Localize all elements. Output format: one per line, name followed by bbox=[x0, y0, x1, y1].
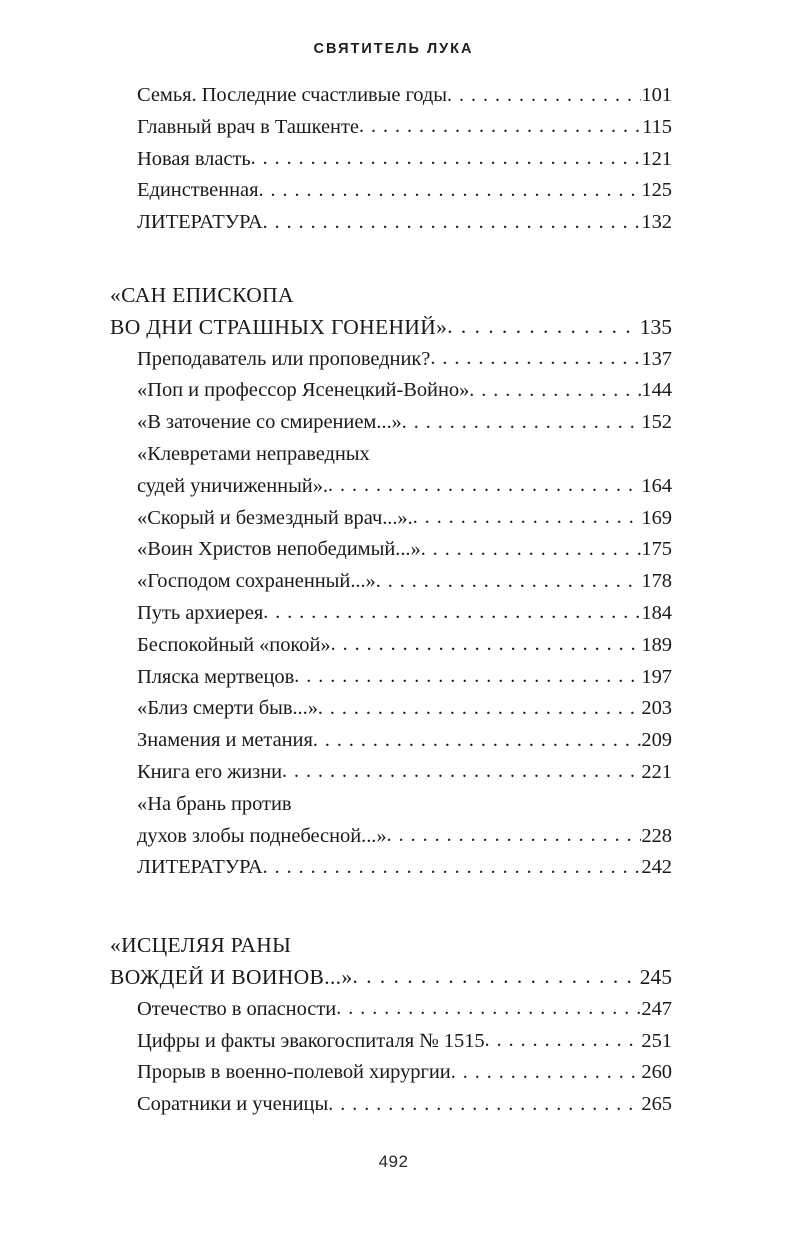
toc-entry-page-number: 121 bbox=[641, 147, 672, 170]
toc-entry-label: «Воин Христов непобедимый...» bbox=[137, 538, 421, 561]
toc-entry-label: судей уничиженный». bbox=[137, 474, 328, 497]
toc-entry-page-number: 152 bbox=[641, 411, 672, 434]
toc-entry-page-number: 242 bbox=[641, 856, 672, 879]
dot-leader bbox=[282, 756, 641, 788]
dot-leader bbox=[328, 470, 641, 502]
toc-entry-label: «Господом сохраненный...» bbox=[137, 570, 376, 593]
toc-entry[interactable] bbox=[137, 503, 672, 535]
toc-entry-page-number: 175 bbox=[641, 538, 672, 561]
toc-entry-page-number: 260 bbox=[641, 1061, 672, 1084]
toc-entry-page-number: 135 bbox=[639, 314, 672, 339]
toc-entry-page-number: 132 bbox=[641, 211, 672, 234]
dot-leader bbox=[263, 597, 641, 629]
toc-entry-page-number: 164 bbox=[641, 474, 672, 497]
dot-leader bbox=[469, 375, 641, 407]
toc-entry[interactable] bbox=[137, 662, 672, 694]
toc-entry-wrapped-line[interactable] bbox=[137, 439, 672, 471]
toc-entry-label: Соратники и ученицы bbox=[137, 1093, 329, 1116]
toc-entry-label: Книга его жизни bbox=[137, 760, 283, 783]
toc-entry-label: Преподаватель или проповедник? bbox=[137, 347, 431, 370]
toc-entry[interactable] bbox=[137, 1057, 672, 1089]
page-folio-number: 492 bbox=[378, 1152, 409, 1171]
toc-entry-page-number: 247 bbox=[641, 997, 672, 1020]
toc-entry[interactable] bbox=[137, 1026, 672, 1058]
dot-leader bbox=[451, 1057, 642, 1089]
toc-entry-page-number: 101 bbox=[641, 84, 672, 106]
toc-entry[interactable] bbox=[137, 407, 672, 439]
dot-leader bbox=[376, 566, 642, 598]
toc-entry[interactable] bbox=[137, 112, 672, 144]
toc-entry-label: Прорыв в военно-полевой хирургии bbox=[137, 1061, 451, 1084]
toc-part-heading-line[interactable] bbox=[110, 930, 672, 962]
toc-entry-page-number: 178 bbox=[641, 570, 672, 593]
toc-entry-page-number: 203 bbox=[641, 697, 672, 720]
toc-entry-label: ВОЖДЕЙ И ВОИНОВ...» bbox=[110, 964, 353, 989]
toc-entry-page-number: 221 bbox=[641, 760, 672, 783]
toc-entry-label: «Клевретами неправедных bbox=[137, 442, 370, 465]
toc-entry-page-number: 169 bbox=[641, 506, 672, 529]
dot-leader bbox=[258, 175, 641, 207]
toc-entry[interactable] bbox=[137, 375, 672, 407]
toc-entry-label: «ИСЦЕЛЯЯ РАНЫ bbox=[110, 933, 292, 958]
toc-entry-label: ВО ДНИ СТРАШНЫХ ГОНЕНИЙ» bbox=[110, 314, 448, 339]
dot-leader bbox=[251, 143, 642, 175]
toc-entry[interactable] bbox=[137, 566, 672, 598]
toc-entry-label: Отечество в опасности bbox=[137, 997, 337, 1020]
toc-entry-page-number: 228 bbox=[641, 824, 672, 847]
toc-entry[interactable] bbox=[137, 757, 672, 789]
toc-entry-page-number: 209 bbox=[641, 729, 672, 752]
running-head: СВЯТИТЕЛЬ ЛУКА bbox=[313, 41, 474, 57]
toc-entry-label: «САН ЕПИСКОПА bbox=[110, 282, 294, 307]
toc-entry-page-number: 115 bbox=[642, 115, 672, 138]
dot-leader bbox=[263, 207, 642, 239]
dot-leader bbox=[421, 534, 642, 566]
toc-part-heading[interactable] bbox=[110, 962, 672, 994]
dot-leader bbox=[387, 820, 642, 852]
toc-entry[interactable] bbox=[137, 80, 672, 112]
toc-entry-label: Главный врач в Ташкенте bbox=[137, 115, 359, 138]
toc-entry[interactable] bbox=[137, 471, 672, 503]
toc-entry-page-number: 265 bbox=[641, 1093, 672, 1116]
toc-entry-label: «На брань против bbox=[137, 792, 292, 815]
dot-leader bbox=[318, 693, 642, 725]
toc-entry[interactable] bbox=[137, 144, 672, 176]
toc-entry[interactable] bbox=[137, 207, 672, 239]
toc-entry[interactable] bbox=[137, 175, 672, 207]
toc-entry-page-number: 245 bbox=[639, 964, 672, 989]
toc-entry-label: «Близ смерти быв...» bbox=[137, 697, 318, 720]
dot-leader bbox=[353, 961, 634, 993]
toc-entry-label: «Поп и профессор Ясенецкий-Войно» bbox=[137, 379, 470, 402]
toc-entry-label: Пляска мертвецов bbox=[137, 665, 295, 688]
dot-leader bbox=[359, 111, 642, 143]
toc-entry-label: Беспокойный «покой» bbox=[137, 633, 331, 656]
toc-entry-label: «В заточение со смирением...» bbox=[137, 411, 402, 434]
toc-entry-page-number: 189 bbox=[641, 633, 672, 656]
dot-leader bbox=[430, 343, 641, 375]
toc-entry[interactable] bbox=[137, 630, 672, 662]
toc-entry-page-number: 137 bbox=[641, 347, 672, 370]
toc-part-heading[interactable] bbox=[110, 312, 672, 344]
dot-leader bbox=[447, 80, 641, 112]
toc-entry[interactable] bbox=[137, 725, 672, 757]
toc-entry-label: Путь архиерея bbox=[137, 601, 264, 624]
dot-leader bbox=[485, 1025, 642, 1057]
toc-entry-page-number: 197 bbox=[641, 665, 672, 688]
dot-leader bbox=[294, 661, 641, 693]
toc-entry-label: Знамения и метания bbox=[137, 729, 313, 752]
toc-entry[interactable] bbox=[137, 852, 672, 884]
toc-entry-page-number: 125 bbox=[641, 179, 672, 202]
toc-entry[interactable] bbox=[137, 534, 672, 566]
toc-entry[interactable] bbox=[137, 994, 672, 1026]
dot-leader bbox=[313, 725, 642, 757]
toc-entry-label: Новая власть bbox=[137, 147, 251, 170]
dot-leader bbox=[336, 993, 641, 1025]
toc-entry-label: Единственная bbox=[137, 179, 259, 202]
dot-leader bbox=[447, 311, 634, 343]
dot-leader bbox=[331, 629, 642, 661]
toc-entry[interactable] bbox=[137, 693, 672, 725]
toc-part-heading-line[interactable] bbox=[110, 280, 672, 312]
section-spacer bbox=[110, 239, 672, 280]
toc-entry-label: Семья. Последние счастливые годы bbox=[137, 84, 448, 106]
toc-entry-label: ЛИТЕРАТУРА bbox=[137, 856, 263, 879]
dot-leader bbox=[402, 407, 642, 439]
table-of-contents bbox=[110, 80, 672, 1121]
toc-entry-page-number: 184 bbox=[641, 601, 672, 624]
toc-entry-label: Цифры и факты эвакогоспиталя № 1515 bbox=[137, 1029, 485, 1052]
toc-entry-page-number: 251 bbox=[641, 1029, 672, 1052]
toc-entry[interactable] bbox=[137, 1089, 672, 1121]
toc-entry-label: духов злобы поднебесной...» bbox=[137, 824, 387, 847]
toc-entry[interactable] bbox=[137, 821, 672, 853]
toc-entry-page-number: 144 bbox=[641, 379, 672, 402]
dot-leader bbox=[328, 1089, 641, 1121]
toc-entry[interactable] bbox=[137, 598, 672, 630]
dot-leader bbox=[413, 502, 642, 534]
section-spacer bbox=[110, 884, 672, 930]
dot-leader bbox=[263, 852, 642, 884]
toc-entry-label: «Скорый и безмездный врач...». bbox=[137, 506, 413, 529]
toc-entry-wrapped-line[interactable] bbox=[137, 789, 672, 821]
toc-entry-label: ЛИТЕРАТУРА bbox=[137, 211, 263, 234]
toc-entry[interactable] bbox=[137, 344, 672, 376]
